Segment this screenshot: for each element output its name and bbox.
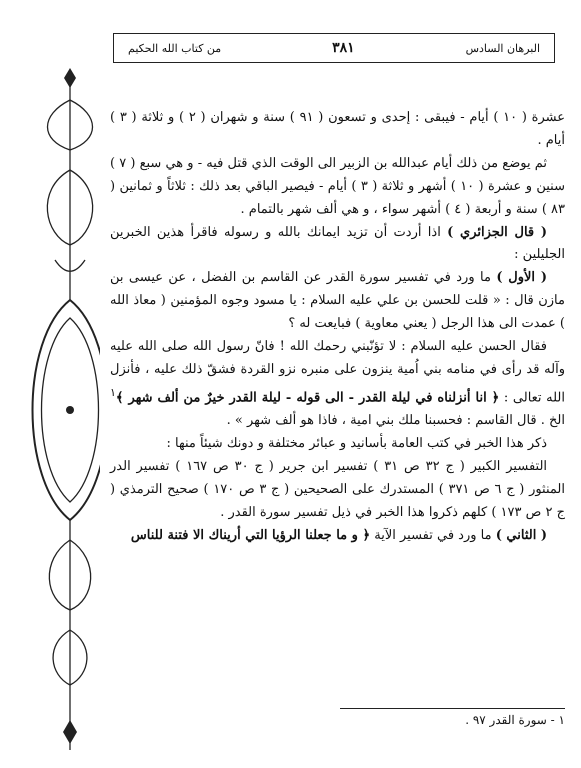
running-header [113,33,555,63]
paragraph-6: ذكر هذا الخبر في كتب العامة بأسانيد و عبائر مختلفة و دونك شيئاً منها : [166,436,547,452]
page-number: ٣٨١ [332,40,355,56]
paragraph-4 [110,267,565,336]
paragraph-5-text-c: فحسبنا ملك بني امية ، فاذا هو ألف شهر » . [226,413,463,429]
paragraph-2: ثم يوضع من ذلك أيام عبدالله بن الزبير الى الوقت الذي قتل فيه - و هي سبع ( ٧ ) سنين و عشرة ( ١٠ ) أشهر و ثلاثة ( ٣ ) أيام - فيصير الباقي بعد ذلك : ثلاثاً و ثمانين ( ٨٣ ) سنة و أربعة ( ٤ ) أشهر سواء ، و هي ألف شهر بالتمام . [110,155,565,217]
second-report-heading: ( الثاني ) [495,527,547,543]
paragraph-5-text-a: فقال الحسن عليه السلام : لا تؤنّبني رحمك الله ! فانّ رسول الله صلى الله عليه وآله قد رأى في منامه بني اُمية ينزون على منبره نزو القردة فشقّ ذلك عليه ، فأنزل الله تعالى : [110,339,565,406]
paragraph-1: عشرة ( ١٠ ) أيام - فيبقى : إحدى و تسعون ( ٩١ ) سنة و شهران ( ٢ ) و ثلاثة ( ٣ ) أيام . [110,110,566,148]
quran-verse-2: ﴿ و ما جعلنا الرؤيا التي أريناك الا فتنة للناس [130,527,371,543]
paragraph-4-text: ما ورد في تفسير سورة القدر عن القاسم بن الفضل ، عن عيسى بن مازن قال : « قلت للحسن بن علي عليه السلام : يا مسود وجوه المؤمنين ( معاذ الله ) عمدت الى هذا الرجل ( يعني معاوية ) فبايعت له ؟ [110,270,565,332]
paragraph-5-text-b: الخ . قال القاسم : [466,413,565,429]
paragraph-8-text: ما ورد في تفسير الآية [374,527,492,543]
paragraph-8 [110,525,565,548]
footnote-divider [340,708,565,709]
decorative-border-ornament [0,60,100,760]
paragraph-7: التفسير الكبير ( ج ٣٢ ص ٣١ ) تفسير ابن جرير ( ج ٣٠ ص ١٦٧ ) تفسير الدر المنثور ( ج ٦ ص ٣٧١ ) المستدرك على الصحيحين ( ج ٣ ص ١٧٠ ) صحيح الترمذي ( ج ٢ ص ١٧٣ ) كلهم ذكروا هذا الخبر في ذيل تفسير سورة القدر . [110,458,565,520]
footnote-marker: ١ [110,385,116,399]
paragraph-3-text: اذا أردت أن تزيد ايمانك بالله و رسوله فاقرأ هذين الخبرين الجليلين : [110,224,565,263]
footnote: ١ - سورة القدر ٩٧ . [465,713,565,727]
first-report-heading: ( الأول ) [496,270,547,286]
jazairi-heading: ( قال الجزائري ) [447,224,547,240]
quran-verse: ﴿ انا أنزلناه في ليلة القدر - الى قوله - ليلة القدر خيرٌ من ألف شهر ﴾ [115,390,500,406]
paragraph-3 [110,222,565,268]
paragraph-5 [110,336,565,433]
header-chapter-title: البرهان السادس [465,41,540,55]
main-text [110,107,565,548]
header-book-title: من كتاب الله الحكيم [128,41,222,55]
